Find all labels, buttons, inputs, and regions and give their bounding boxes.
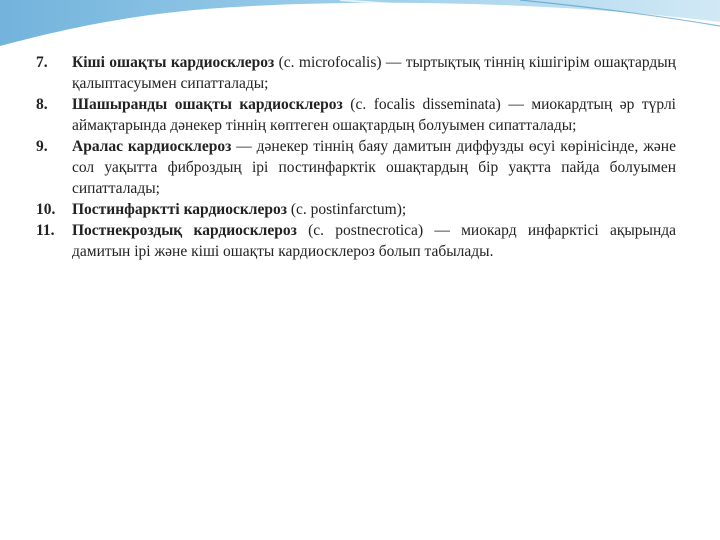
list-item (36, 136, 676, 199)
list-item (36, 94, 676, 136)
item-number: 10. (36, 201, 56, 218)
item-number: 8. (36, 96, 48, 113)
cardiosclerosis-type-list (36, 52, 676, 262)
item-description: (c. focalis disseminata) — миокардтың әр түрлі аймақтарында дәнекер тіннің көптеген ошақтардың болуымен сипатталады; (72, 96, 676, 134)
header-wave-decoration (0, 0, 720, 60)
item-term: Аралас кардиосклероз (72, 138, 232, 155)
list-item (36, 52, 676, 94)
item-description: (c. postnecrotica) — миокард инфарктісі ақырында дамитын ірі және кіші ошақты кардиосклероз болып табылады. (72, 222, 677, 260)
item-description: — дәнекер тіннің баяу дамитын диффузды өсуі көрінісінде, және сол уақытта фиброздың ірі постинфарктік ошақтардың бір уақтта пайда болуымен сипатталады; (72, 138, 676, 197)
item-term: Постнекроздық кардиосклероз (72, 222, 297, 239)
item-term: Постинфарктті кардиосклероз (72, 201, 287, 218)
item-description: (c. microfocalis) — тыртықтық тіннің кішігірім ошақтардың қалыптасуымен сипатталады; (72, 54, 676, 92)
item-number: 9. (36, 138, 48, 155)
item-term: Кіші ошақты кардиосклероз (72, 54, 275, 71)
item-text (72, 136, 676, 199)
item-text (72, 94, 676, 136)
item-text (72, 52, 676, 94)
item-text (72, 220, 676, 262)
item-term: Шашыранды ошақты кардиосклероз (72, 96, 343, 113)
item-description: (c. postinfarctum); (286, 201, 407, 218)
list-item (36, 199, 676, 220)
item-text (72, 199, 676, 220)
list-item (36, 220, 676, 262)
item-number: 11. (36, 222, 55, 239)
item-number: 7. (36, 54, 48, 71)
